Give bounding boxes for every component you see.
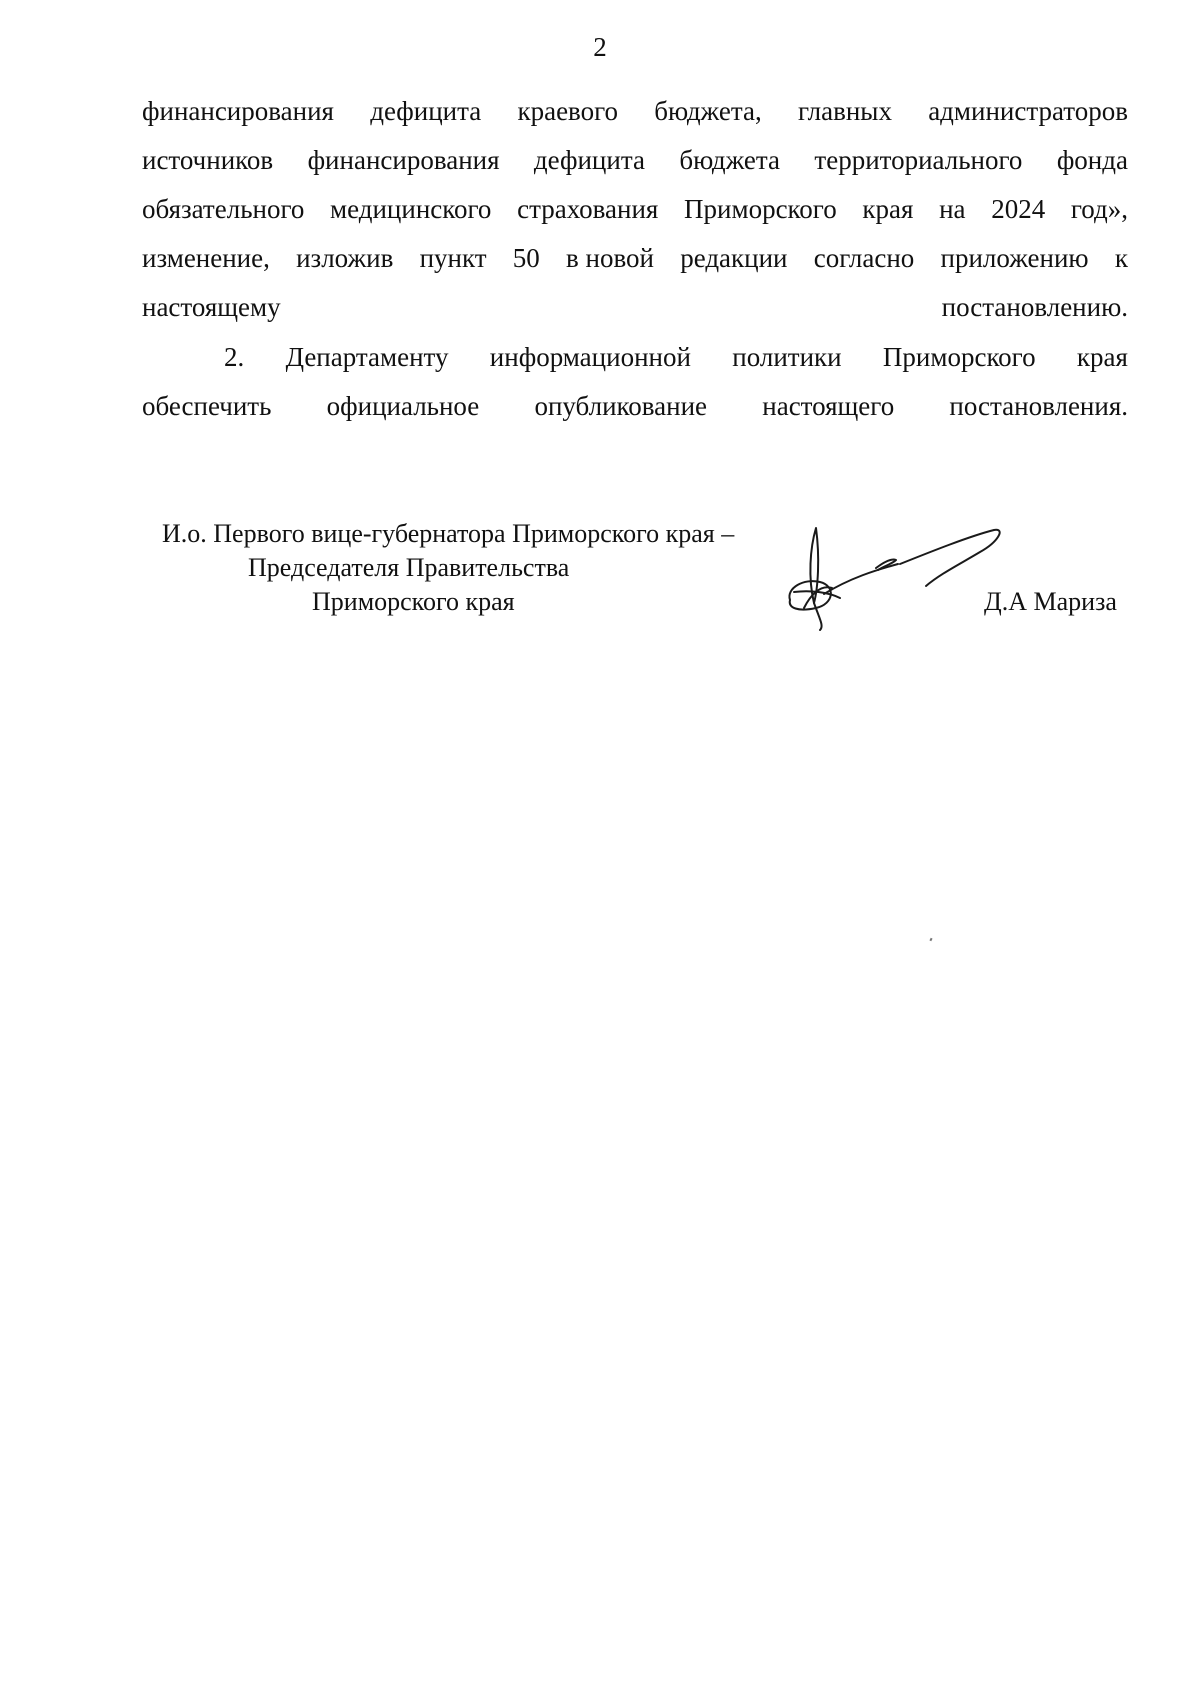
word: приложению (940, 243, 1089, 273)
word: обязательного (142, 194, 305, 224)
signature-block (0, 518, 1200, 648)
word: на (939, 194, 966, 224)
word: Департаменту (285, 342, 449, 372)
word: финансирования (307, 145, 500, 175)
word: информационной (489, 342, 691, 372)
paragraph-1-line-1 (142, 87, 1128, 136)
word: фонда (1056, 145, 1128, 175)
paragraph-2-line-2: обеспечить официальное опубликование настоящего постановления. (142, 391, 1128, 421)
word: 50 (512, 243, 540, 273)
paragraph-1-line-2 (142, 136, 1128, 185)
word: бюджета (679, 145, 781, 175)
word: год», (1070, 194, 1128, 224)
word: медицинского (330, 194, 492, 224)
word: бюджета, (654, 96, 762, 126)
scan-speck (929, 938, 932, 942)
word: краевого (517, 96, 619, 126)
word: территориального (814, 145, 1023, 175)
word: финансирования (142, 96, 334, 126)
word: края (1076, 342, 1128, 372)
word: к (1114, 243, 1128, 273)
word: Приморского (882, 342, 1036, 372)
word: источников (142, 145, 274, 175)
paragraph-1-line-4 (142, 234, 1128, 283)
word: согласно (813, 243, 915, 273)
word: Приморского (684, 194, 837, 224)
word: изложив (296, 243, 394, 273)
word: 2. (224, 342, 245, 372)
paragraph-1 (142, 87, 1128, 332)
paragraph-1-line-5: настоящему постановлению. (142, 292, 1128, 322)
word: 2024 (991, 194, 1046, 224)
paragraph-2 (142, 333, 1128, 431)
signatory-name: Д.А Мариза (984, 587, 1117, 616)
word: страхования (517, 194, 659, 224)
word: изменение, (142, 243, 270, 273)
word: администраторов (928, 96, 1128, 126)
word: пункт (419, 243, 487, 273)
signatory-title-line-2: Председателя Правительства (248, 553, 570, 582)
word: политики (732, 342, 842, 372)
word: края (862, 194, 914, 224)
page-number: 2 (593, 32, 607, 62)
word: в новой (566, 243, 654, 273)
paragraph-1-line-3 (142, 185, 1128, 234)
word: дефицита (370, 96, 482, 126)
word: редакции (680, 243, 788, 273)
word: дефицита (533, 145, 645, 175)
word: главных (797, 96, 892, 126)
paragraph-2-line-1 (142, 333, 1128, 382)
signatory-title-line-1: И.о. Первого вице-губернатора Приморского края – (162, 519, 735, 548)
signatory-title-line-3: Приморского края (312, 587, 515, 616)
